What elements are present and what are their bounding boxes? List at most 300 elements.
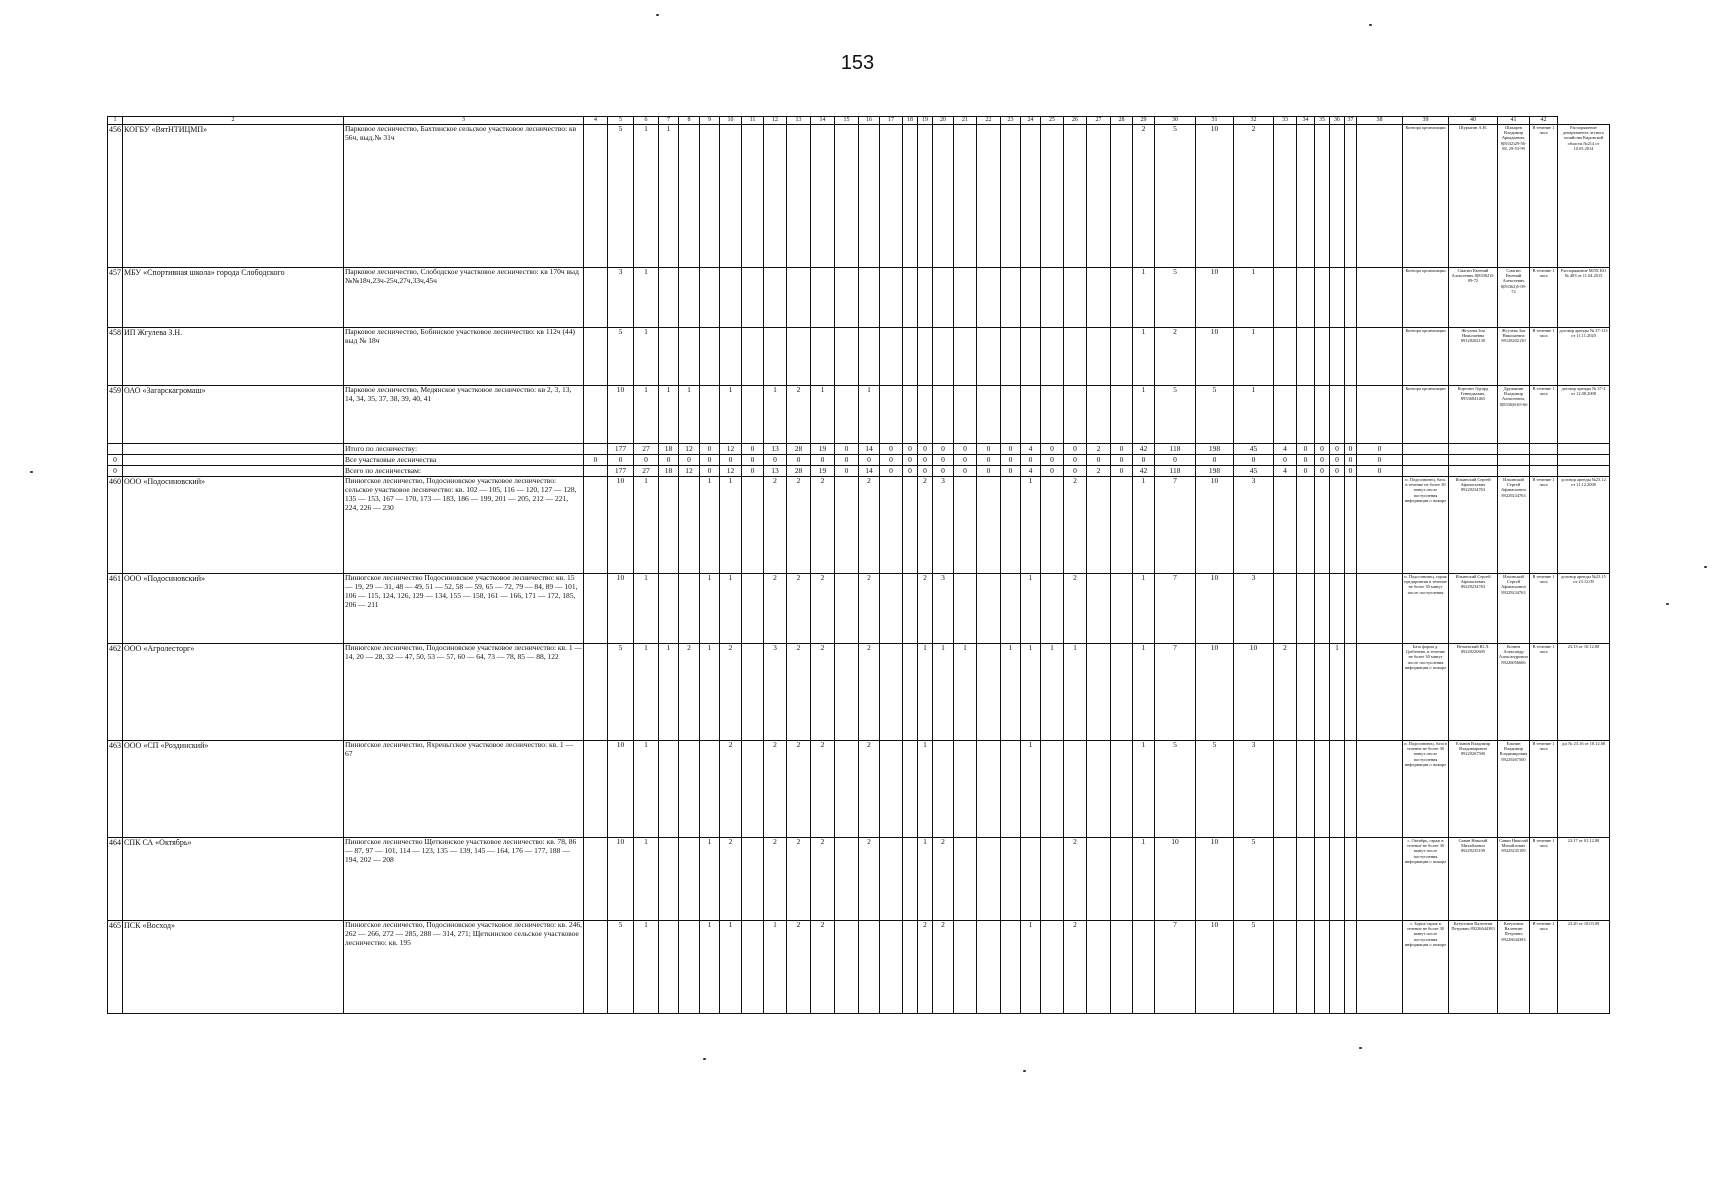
forest-fire-resources-table	[107, 116, 1610, 1014]
dispatch-location: с. Борок гараж в течение не более 30 минут после поступления информации о пожаре	[1403, 921, 1449, 1014]
column-number: 22	[977, 117, 1001, 125]
resource-count-cell: 1	[918, 741, 933, 838]
resource-count-cell: 1	[1133, 574, 1155, 644]
totals-number: 0	[108, 466, 123, 477]
resource-count-cell	[1064, 741, 1087, 838]
organization-name: ОАО «Загарскагромаш»	[123, 386, 344, 444]
totals-value-cell: 12	[679, 444, 700, 455]
totals-value-cell: 18	[659, 444, 679, 455]
arrival-time: В течение 1 часа	[1530, 268, 1558, 328]
resource-count-cell	[977, 386, 1001, 444]
resource-count-cell	[903, 386, 918, 444]
resource-count-cell: 2	[811, 838, 835, 921]
resource-count-cell	[1315, 741, 1330, 838]
resource-count-cell: 2	[918, 921, 933, 1014]
resource-count-cell	[933, 328, 954, 386]
totals-value-cell: 0	[835, 455, 859, 466]
resource-count-cell: 1	[1133, 328, 1155, 386]
resource-count-cell	[1274, 386, 1297, 444]
resource-count-cell: 3	[933, 477, 954, 574]
resource-count-cell	[1330, 741, 1345, 838]
resource-count-cell	[700, 386, 720, 444]
resource-count-cell	[584, 328, 608, 386]
resource-count-cell: 1	[720, 921, 742, 1014]
resource-count-cell	[1297, 741, 1315, 838]
resource-count-cell	[903, 574, 918, 644]
resource-count-cell: 1	[1133, 741, 1155, 838]
resource-count-cell: 5	[1234, 838, 1274, 921]
totals-value-cell: 0	[1345, 455, 1357, 466]
resource-count-cell	[954, 921, 977, 1014]
resource-count-cell: 1	[1064, 644, 1087, 741]
column-number: 5	[608, 117, 634, 125]
resource-count-cell: 3	[764, 644, 787, 741]
resource-count-cell	[764, 328, 787, 386]
resource-count-cell	[1041, 268, 1064, 328]
totals-value-cell: 13	[764, 444, 787, 455]
organization-name: ООО «Подосиновский»	[123, 574, 344, 644]
organization-name: ИП Жгулева З.Н.	[123, 328, 344, 386]
dispatch-location: с. Октябрь, гараж в течение не более 30 минут после поступления информации о пожаре	[1403, 838, 1449, 921]
resource-count-cell	[880, 838, 903, 921]
resource-count-cell: 2	[764, 574, 787, 644]
resource-count-cell	[835, 268, 859, 328]
row-number: 456	[108, 125, 123, 268]
row-number: 459	[108, 386, 123, 444]
resource-count-cell: 1	[634, 328, 659, 386]
agreement-reference: договор аренды № 37-2 от 12.08.2008	[1558, 386, 1610, 444]
totals-value-cell: 0	[1001, 455, 1021, 466]
resource-count-cell	[918, 328, 933, 386]
responsible-person: Катугинов Валентин Петрович 89226644383	[1449, 921, 1498, 1014]
totals-org-blank	[123, 444, 344, 455]
arrival-time: В течение 1 часа	[1530, 921, 1558, 1014]
resource-count-cell	[764, 268, 787, 328]
contact-person: Смагин Евгений Алексеевич 8(83362)5-09-72	[1498, 268, 1530, 328]
column-number: 11	[742, 117, 764, 125]
resource-count-cell: 1	[918, 838, 933, 921]
resource-count-cell	[1345, 477, 1357, 574]
totals-value-cell: 27	[634, 466, 659, 477]
column-number: 25	[1041, 117, 1064, 125]
resource-count-cell	[918, 268, 933, 328]
table-row	[108, 838, 1610, 921]
resource-count-cell	[977, 268, 1001, 328]
totals-blank-cell	[1558, 455, 1610, 466]
totals-value-cell: 177	[608, 444, 634, 455]
resource-count-cell: 1	[634, 574, 659, 644]
contact-person: Кочнев Александр Александрович 89226056666	[1498, 644, 1530, 741]
contact-person: Савин Николай Михайлович 89229235109	[1498, 838, 1530, 921]
responsible-person: Нечаевский Ю.Л. 89229230605	[1449, 644, 1498, 741]
resource-count-cell: 1	[1234, 328, 1274, 386]
resource-count-cell	[679, 921, 700, 1014]
resource-count-cell: 5	[608, 921, 634, 1014]
resource-count-cell	[1345, 574, 1357, 644]
totals-value-cell: 177	[608, 466, 634, 477]
resource-count-cell	[1357, 268, 1403, 328]
dispatch-location: Контора организации	[1403, 328, 1449, 386]
column-number: 14	[811, 117, 835, 125]
resource-count-cell: 1	[1041, 644, 1064, 741]
totals-label: Итого по лесничеству:	[344, 444, 584, 455]
responsible-person: Ильинский Сергей Афанасьевич 89229234763	[1449, 574, 1498, 644]
totals-value-cell: 12	[720, 444, 742, 455]
responsible-person: Корелин Эдуард Геннадьевич, 89536841465	[1449, 386, 1498, 444]
resource-count-cell	[1001, 328, 1021, 386]
resource-count-cell: 2	[787, 644, 811, 741]
resource-count-cell	[1330, 477, 1345, 574]
row-number: 464	[108, 838, 123, 921]
resource-count-cell	[977, 644, 1001, 741]
totals-value-cell: 0	[634, 455, 659, 466]
resource-count-cell	[742, 921, 764, 1014]
resource-count-cell: 1	[659, 644, 679, 741]
forest-area-description: Парковое лесничество, Бобинское участковое лесничество: кв 112ч (44) выд № 18ч	[344, 328, 584, 386]
resource-count-cell: 1	[811, 386, 835, 444]
totals-blank-cell	[1449, 455, 1498, 466]
agreement-reference: Распоряжение департамента лесного хозяйства Кировской области №214 от 10.05.2014	[1558, 125, 1610, 268]
resource-count-cell: 1	[859, 386, 880, 444]
totals-value-cell	[584, 466, 608, 477]
resource-count-cell	[742, 477, 764, 574]
resource-count-cell	[1357, 328, 1403, 386]
resource-count-cell: 5	[1234, 921, 1274, 1014]
resource-count-cell	[787, 125, 811, 268]
resource-count-cell	[835, 477, 859, 574]
resource-count-cell: 3	[1234, 741, 1274, 838]
totals-row	[108, 466, 1610, 477]
resource-count-cell	[1345, 268, 1357, 328]
resource-count-cell: 10	[1196, 268, 1234, 328]
totals-value-cell: 4	[1021, 466, 1041, 477]
resource-count-cell	[1315, 386, 1330, 444]
totals-value-cell: 0	[1041, 455, 1064, 466]
resource-count-cell	[1330, 268, 1345, 328]
resource-count-cell: 1	[954, 644, 977, 741]
resource-count-cell	[835, 644, 859, 741]
resource-count-cell	[859, 125, 880, 268]
totals-value-cell: 0	[742, 466, 764, 477]
responsible-person: Шурыгин А.Н.	[1449, 125, 1498, 268]
row-number: 462	[108, 644, 123, 741]
totals-value-cell: 0	[880, 455, 903, 466]
resource-count-cell: 1	[720, 574, 742, 644]
resource-count-cell: 3	[1234, 477, 1274, 574]
contact-person: Жгулева Зоя Николаевна 89128202130	[1498, 328, 1530, 386]
column-number: 1	[108, 117, 123, 125]
resource-count-cell: 10	[608, 386, 634, 444]
resource-count-cell	[903, 644, 918, 741]
resource-count-cell: 5	[1155, 741, 1196, 838]
totals-value-cell: 0	[1297, 444, 1315, 455]
totals-value-cell: 0	[1330, 466, 1345, 477]
responsible-person: Жгулева Зоя Николаевна 89128202130	[1449, 328, 1498, 386]
forest-area-description: Пинюгское лесничество, Подосиновское участковое лесничество: кв. 1 — 14, 20 — 28, 32 — 47, 50, 53 — 57, 60 — 64, 73 — 78, 85 — 88, 122	[344, 644, 584, 741]
resource-count-cell: 1	[1133, 838, 1155, 921]
resource-count-cell	[1315, 574, 1330, 644]
resource-count-cell: 1	[700, 921, 720, 1014]
resource-count-cell	[1274, 125, 1297, 268]
totals-blank-cell	[1498, 455, 1530, 466]
resource-count-cell: 2	[720, 741, 742, 838]
resource-count-cell	[1001, 477, 1021, 574]
column-number: 28	[1111, 117, 1133, 125]
resource-count-cell	[859, 268, 880, 328]
dispatch-location: п. Подосиновец, база в течение не более 30 минут после поступления информации о пожаре	[1403, 741, 1449, 838]
resource-count-cell	[933, 268, 954, 328]
resource-count-cell	[954, 386, 977, 444]
totals-blank-cell	[1558, 466, 1610, 477]
resource-count-cell	[1087, 574, 1111, 644]
totals-blank-cell	[1530, 444, 1558, 455]
resource-count-cell	[1297, 125, 1315, 268]
forest-area-description: Пинюгское лесничество, Яхреньгское участковое лесничество: кв. 1 — 67	[344, 741, 584, 838]
column-number: 15	[835, 117, 859, 125]
totals-value-cell: 0	[1315, 466, 1330, 477]
totals-value-cell: 0	[977, 444, 1001, 455]
dispatch-location: п. Подосиновец, база, в течение не более 30 минут после поступления информации о пожаре	[1403, 477, 1449, 574]
resource-count-cell	[1297, 838, 1315, 921]
table-row	[108, 741, 1610, 838]
resource-count-cell	[659, 574, 679, 644]
resource-count-cell	[1064, 268, 1087, 328]
resource-count-cell: 10	[1196, 644, 1234, 741]
totals-blank-cell	[1558, 444, 1610, 455]
totals-value-cell: 0	[811, 455, 835, 466]
resource-count-cell	[1345, 328, 1357, 386]
resource-count-cell: 1	[1133, 644, 1155, 741]
totals-value-cell: 0	[977, 455, 1001, 466]
resource-count-cell: 1	[1330, 644, 1345, 741]
resource-count-cell: 2	[918, 477, 933, 574]
totals-blank-cell	[1498, 466, 1530, 477]
resource-count-cell	[787, 268, 811, 328]
totals-row	[108, 455, 1610, 466]
column-number: 3	[344, 117, 584, 125]
column-number: 16	[859, 117, 880, 125]
resource-count-cell	[1087, 921, 1111, 1014]
agreement-reference: 23.13 от 10.12.08	[1558, 644, 1610, 741]
totals-value-cell: 0	[954, 455, 977, 466]
resource-count-cell: 1	[1234, 268, 1274, 328]
scan-speck	[1666, 603, 1669, 605]
resource-count-cell	[918, 125, 933, 268]
resource-count-cell	[1087, 644, 1111, 741]
resource-count-cell	[977, 838, 1001, 921]
totals-value-cell: 14	[859, 466, 880, 477]
column-number: 34	[1297, 117, 1315, 125]
dispatch-location: Контора организации	[1403, 268, 1449, 328]
totals-row	[108, 444, 1610, 455]
resource-count-cell	[1330, 125, 1345, 268]
totals-value-cell: 0	[787, 455, 811, 466]
resource-count-cell	[1315, 477, 1330, 574]
resource-count-cell	[1357, 741, 1403, 838]
resource-count-cell: 2	[933, 921, 954, 1014]
resource-count-cell	[954, 574, 977, 644]
resource-count-cell: 2	[1064, 838, 1087, 921]
resource-count-cell: 2	[1064, 574, 1087, 644]
resource-count-cell: 5	[1196, 386, 1234, 444]
resource-count-cell	[1315, 268, 1330, 328]
totals-value-cell: 14	[859, 444, 880, 455]
resource-count-cell	[1087, 328, 1111, 386]
totals-value-cell: 0	[1297, 455, 1315, 466]
resource-count-cell	[835, 328, 859, 386]
resource-count-cell: 1	[1021, 477, 1041, 574]
resource-count-cell	[954, 477, 977, 574]
resource-count-cell	[977, 574, 1001, 644]
resource-count-cell: 1	[700, 838, 720, 921]
resource-count-cell	[1041, 574, 1064, 644]
resource-count-cell	[880, 125, 903, 268]
resource-count-cell	[918, 386, 933, 444]
resource-count-cell: 5	[1196, 741, 1234, 838]
resource-count-cell	[1021, 125, 1041, 268]
responsible-person: Ельнин Владимир Владимирович 89229267500	[1449, 741, 1498, 838]
resource-count-cell: 5	[1155, 125, 1196, 268]
column-number: 42	[1530, 117, 1558, 125]
resource-count-cell	[1330, 574, 1345, 644]
totals-value-cell: 0	[1297, 466, 1315, 477]
resource-count-cell: 1	[634, 125, 659, 268]
resource-count-cell: 1	[634, 386, 659, 444]
resource-count-cell: 1	[764, 921, 787, 1014]
forest-area-description: Пинюгское лесничество Щеткинское участковое лесничество: кв. 78, 86 — 87, 97 — 101, 114 — 123, 135 — 139, 145 — 164, 176 — 177, 188 — 194, 202 — 208	[344, 838, 584, 921]
resource-count-cell	[835, 125, 859, 268]
resource-count-cell	[700, 125, 720, 268]
totals-value-cell: 0	[1330, 455, 1345, 466]
resource-count-cell	[1345, 741, 1357, 838]
totals-value-cell: 13	[764, 466, 787, 477]
resource-count-cell	[880, 921, 903, 1014]
resource-count-cell	[977, 477, 1001, 574]
column-number: 29	[1133, 117, 1155, 125]
column-number: 31	[1196, 117, 1234, 125]
resource-count-cell: 10	[1234, 644, 1274, 741]
arrival-time: В течение 1 часа	[1530, 477, 1558, 574]
resource-count-cell	[880, 328, 903, 386]
column-number: 36	[1330, 117, 1345, 125]
column-number: 41	[1498, 117, 1530, 125]
resource-count-cell	[742, 125, 764, 268]
column-number: 9	[700, 117, 720, 125]
resource-count-cell: 1	[1001, 644, 1021, 741]
table-row	[108, 477, 1610, 574]
column-number: 2	[123, 117, 344, 125]
resource-count-cell	[859, 328, 880, 386]
totals-value-cell: 0	[903, 466, 918, 477]
contact-person: Ильинский Сергей Афанасьевич 89229234763	[1498, 477, 1530, 574]
organization-name: МБУ «Спортивная школа» города Слободского	[123, 268, 344, 328]
resource-count-cell: 2	[859, 741, 880, 838]
dispatch-location: п. Подосиновец, гараж предприятия в течение не более 30 минут после поступления	[1403, 574, 1449, 644]
resource-count-cell	[1021, 268, 1041, 328]
resource-count-cell: 1	[679, 386, 700, 444]
responsible-person: Ильинский Сергей Афанасьевич 89229234763	[1449, 477, 1498, 574]
scan-speck	[656, 14, 659, 16]
resource-count-cell	[787, 328, 811, 386]
resource-count-cell	[954, 838, 977, 921]
scan-speck	[1023, 1070, 1026, 1072]
totals-value-cell: 0	[1064, 455, 1087, 466]
scan-speck	[30, 471, 33, 473]
totals-value-cell: 28	[787, 466, 811, 477]
resource-count-cell	[659, 328, 679, 386]
resource-count-cell: 2	[811, 477, 835, 574]
resource-count-cell	[954, 125, 977, 268]
resource-count-cell	[584, 741, 608, 838]
totals-value-cell: 0	[933, 455, 954, 466]
totals-value-cell: 0	[918, 455, 933, 466]
resource-count-cell	[977, 741, 1001, 838]
resource-count-cell: 2	[859, 574, 880, 644]
resource-count-cell	[1087, 125, 1111, 268]
organization-name: КОГБУ «ВятНТИЦМП»	[123, 125, 344, 268]
scan-speck	[1369, 24, 1372, 26]
totals-number: 0	[108, 455, 123, 466]
resource-count-cell	[584, 574, 608, 644]
totals-value-cell: 198	[1196, 444, 1234, 455]
resource-count-cell	[659, 921, 679, 1014]
agreement-reference: д/а № 23.16 от 18.12.08	[1558, 741, 1610, 838]
totals-value-cell: 0	[1357, 455, 1403, 466]
resource-count-cell	[1111, 386, 1133, 444]
resource-count-cell	[1111, 328, 1133, 386]
row-number: 463	[108, 741, 123, 838]
resource-count-cell: 3	[933, 574, 954, 644]
resource-count-cell	[1087, 477, 1111, 574]
totals-blank-cell	[1498, 444, 1530, 455]
resource-count-cell	[1041, 477, 1064, 574]
totals-value-cell: 0	[1196, 455, 1234, 466]
totals-blank-cell	[1403, 444, 1449, 455]
totals-value-cell: 0	[1357, 466, 1403, 477]
arrival-time: В течение 1 часа	[1530, 386, 1558, 444]
column-number: 30	[1155, 117, 1196, 125]
resource-count-cell	[1001, 574, 1021, 644]
resource-count-cell	[903, 268, 918, 328]
table-row	[108, 921, 1610, 1014]
resource-count-cell	[659, 268, 679, 328]
resource-count-cell	[1315, 125, 1330, 268]
resource-count-cell: 2	[787, 741, 811, 838]
resource-count-cell	[880, 741, 903, 838]
totals-value-cell: 0	[1021, 455, 1041, 466]
totals-label: Всего по лесничествам:	[344, 466, 584, 477]
resource-count-cell	[1111, 477, 1133, 574]
resource-count-cell	[1357, 477, 1403, 574]
totals-value-cell: 0	[977, 466, 1001, 477]
resource-count-cell: 5	[608, 644, 634, 741]
resource-count-cell: 10	[608, 741, 634, 838]
resource-count-cell	[679, 574, 700, 644]
column-number: 38	[1357, 117, 1403, 125]
resource-count-cell	[1297, 268, 1315, 328]
resource-count-cell	[933, 386, 954, 444]
resource-count-cell	[679, 125, 700, 268]
resource-count-cell	[1330, 921, 1345, 1014]
totals-value-cell: 28	[787, 444, 811, 455]
column-number-row	[108, 117, 1610, 125]
resource-count-cell	[1001, 125, 1021, 268]
totals-value-cell: 0	[835, 466, 859, 477]
resource-count-cell: 2	[787, 838, 811, 921]
resource-count-cell	[977, 125, 1001, 268]
resource-count-cell	[954, 268, 977, 328]
resource-count-cell	[679, 268, 700, 328]
